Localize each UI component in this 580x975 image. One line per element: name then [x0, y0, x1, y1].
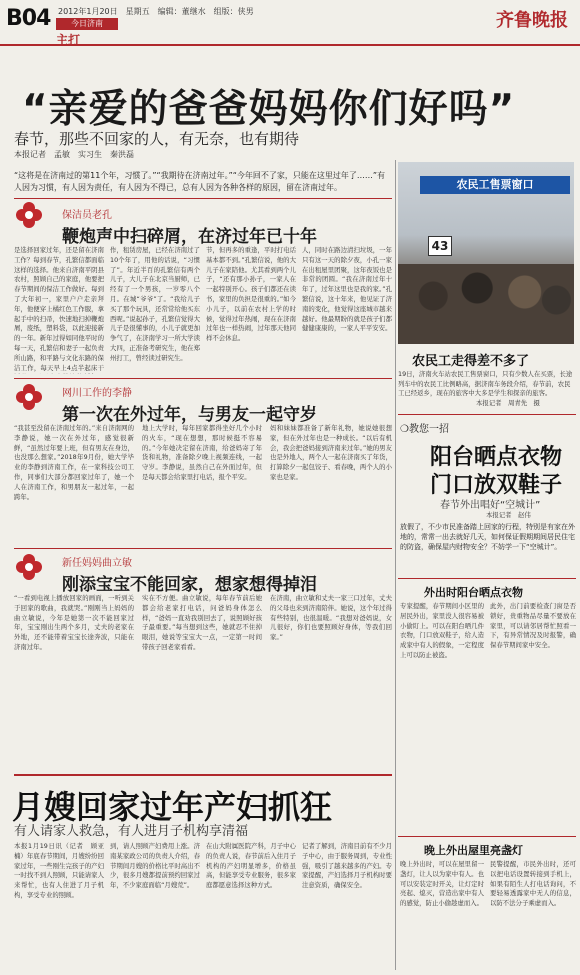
photo-title: 农民工走得差不多了 — [412, 354, 530, 369]
story3-col3: 在济南，曲立敏和丈夫一家三口过年，丈夫的父母也来到济南陪伴。她说，这个年过得有些特别，也很温暖。“我想对爸妈说，女儿很好，你们也要照顾好身体，等我们回家。” — [270, 594, 392, 642]
story2-headline: 第一次在外过年，与男友一起守岁 — [62, 405, 317, 425]
story2-col1: “我甚至没留在济南过年的。”来自济南网的李静说，她一次在外过年，感觉很新鲜，“虽然过年要上班，但有男友在身边，也没那么想家。”2018年9月份，她大学毕业的李静到济南工作，在一家科技公司工作，同事们大部分都回家过年了，她一个人在济南工作，和男朋友一起过年，一起跨年。 — [14, 424, 134, 501]
story1-col2: 作，租赁房屋，已经在济南过了10个年了，用他的话说，“习惯了”。年近半百的孔繁信有两个儿子，大儿子在北京当厨师，已经有了一个男孩，一岁零八个月。在城“爷爷”了。“我给儿子买了那个玩具，还常常给他买东西呢。”说起孙子，孔繁信觉得大儿子是很懂事的，小儿子就更加争气了，在济南学习一所大学读大四，正准备考研究生，他在郑州打工，曾经读过研究生。 — [110, 246, 200, 362]
story3-kicker: 新任妈妈曲立敏 — [62, 558, 132, 569]
tips-section2-col2: 民警提醒，市民外出时，还可以把电话设置转接到手机上，如果有陌生人打电话询问，不要轻易透露家中无人的信息，以防不法分子乘虚而入。 — [490, 860, 576, 908]
crowd-figures — [398, 264, 574, 344]
date-line: 2012年1月20日 星期五 编辑：董继水 组版：侠男 — [58, 7, 254, 16]
story3-headline: 刚添宝宝不能回家，想家想得掉泪 — [62, 575, 317, 595]
divider — [14, 548, 392, 549]
main-lead: “这将是在济南过的第11个年，习惯了。”“我期待在济南过年。”“今年回不了家，只能在这里过年了……”有人因为习惯，有人因为责任，有人因为不得已，总有人因为各种各样的原因，留在济南过年。 — [14, 171, 386, 192]
tips-headline-line2: 门口放双鞋子 — [430, 473, 563, 498]
section-name: 主打 — [56, 33, 81, 47]
story2-col3: 妈和妹妹都准备了新年礼物，她说她很想家，但在外过年也是一种成长。“以后有机会，我会把爸妈接到济南来过年。”她的男友也是外地人，两个人一起在济南买了年货，打算除夕一起包饺子、看春晚，两个人的小家也是家。 — [270, 424, 392, 481]
main-subheadline: 春节，那些不回家的人，有无奈，也有期待 — [14, 130, 300, 148]
flower-icon — [14, 382, 44, 412]
tips-section1-col1: 专家提醒，春节期间小区里的居民外出，家里没人很容易被小偷盯上。可以在阳台晒几件衣物，门口放双鞋子，给人造成家中有人的假象，一定程度上可以防止被盗。 — [400, 602, 484, 659]
divider — [398, 836, 576, 837]
story4-subheadline: 有人请家人救急，有人进月子机构享清福 — [14, 824, 249, 839]
tips-subheadline: 春节外出唱好“空城计” — [440, 500, 541, 511]
main-byline: 本报记者 孟敏 实习生 秦洪磊 — [14, 150, 134, 159]
page-number: B04 — [6, 6, 51, 31]
divider — [14, 378, 392, 379]
story4-col3: 在山大附属医院产科，月子中心的负责人说，春节前后入住月子机构的产妇明显增多，价格虽高，但能享受专业服务，很多家庭都愿意选择这种方式。 — [206, 842, 296, 890]
column-divider — [395, 160, 396, 970]
bullet-icon: ❍ — [400, 424, 409, 435]
tips-kicker — [400, 420, 449, 435]
window-number: 43 — [428, 236, 452, 256]
story1-col1: 是选择回家过年，还是留在济南工作？每到春节，孔繁信都面临这样的选择。他来自济南平阴县农村，照顾自己的家庭，他要把春节期间的保洁工作做好。每到了大年初一，家里户户走亲拜年，他便穿上橘红色工作服，拿起手中的扫帚，快速地扫掉鞭炮屑，废纸，塑料袋，以此迎接新的一年。新年过得如同他平时的每一天，孔繁信和妻子一起负责所山路，和平路与文化东路的保洁工作，每天早上4点半起床干 — [14, 246, 104, 372]
section-tab: 今日济南 — [56, 18, 118, 30]
divider — [398, 414, 576, 415]
flower-icon — [14, 552, 44, 582]
photo-credit: 本报记者 周青先 摄 — [476, 399, 540, 407]
flower-icon — [14, 200, 44, 230]
tips-section2-heading: 晚上外出屋里亮盏灯 — [424, 844, 523, 857]
tips-section1-col2: 此外，出门前要检查门窗是否锁好，贵重物品尽量不要放在家里，可以请邻居帮忙照看一下，有异常情况及时报警，确保春节期间家中安全。 — [490, 602, 576, 650]
tips-lead: 放假了，不少市民准备踏上回家的行程，特别是有家在外地的，常常一出去就好几天，如何保证假期期间居民住宅的防盗，确保屋内财物安全？不妨学一下“空城计”。 — [400, 523, 575, 551]
story3-col2: 实在不方便。曲立敏说，每年春节前后她都会给老家打电话，问爸妈身体怎么样，“爸妈一直劝我别回去了，说照顾好孩子最重要。”每当想到这些，她就忍不住掉眼泪，她说等宝宝大一点，一定第一时间带孩子回老家看看。 — [142, 594, 262, 651]
story4-headline: 月嫂回家过年产妇抓狂 — [12, 788, 333, 826]
story2-kicker: 网川工作的李静 — [62, 388, 132, 399]
ticket-window-sign: 农民工售票窗口 — [420, 176, 570, 194]
photo-caption: 19日，济南火车站农民工售票窗口，只有少数人在买票，长途列车中的农民工比例略高，据济南车务段介绍，春节前，农民工已经返乡，现在的旅客中大多是学生和探亲的旅客。 — [398, 370, 573, 397]
tips-byline: 本报记者 赵伟 — [486, 511, 531, 519]
divider — [14, 774, 392, 776]
story2-col2: 地上大学时，每年回家都得坐好几个小时的火车，“现在想想，那时候挺不容易的。”今年她决定留在济南，给爸妈寄了年货和礼物，准备除夕晚上视频连线，一起守岁。李静说，虽然自己在外面过年，但是每天都会给家里打电话，报个平安。 — [142, 424, 262, 481]
newspaper-logo: 齐鲁晚报 — [496, 10, 568, 31]
story1-col4: 人，同时在路边清扫垃圾，一年只有这一天的除夕夜，小孔一家在出租屋里团聚，这年夜饭也是非常的团圆。“我在济南过年十年了，过年这里也是我的家。”孔繁信说，这十年来，他见证了济南的变化，他觉得这座城市越来越好。他最期盼的就是孩子们都健健康康的，一家人平平安安。 — [302, 246, 392, 333]
story4-col4: 记者了解到，济南目前有不少月子中心，由于服务周到，专业性强，吸引了越来越多的产妇。专家提醒，产妇选择月子机构时要注意资质，确保安全。 — [302, 842, 392, 890]
story4-col2: 到，请人照顾产妇费用上涨。济南某家政公司的负责人介绍，春节期间月嫂的价格比平时高出不少，很多月嫂都提前预约回家过年，不少家庭面临“月嫂荒”。 — [110, 842, 200, 890]
story1-col3: 节，但再多的重逢，平时打电话基本都不到。”孔繁信说，他的大儿子在家陪他。尤其看到两个儿子，“还有那小孙子，一家人在一起特别开心。孩子们都还在读书，家里的负担是很重的。”如今小儿子，以前在农村上学的时候，觉得过年热闹，现在在济南过年也一样热闹，过年那天他同样不会休息。 — [206, 246, 296, 343]
tips-kicker-label: 教您一招 — [408, 424, 449, 435]
tips-section2-col1: 晚上外出时，可以在屋里留一盏灯，让人以为家中有人。也可以安装定时开关，让灯定时亮起、熄灭，营造出家中有人的感觉，防止小偷趁虚而入。 — [400, 860, 484, 908]
divider — [398, 578, 576, 579]
story3-col1: “一看到电视上播放回家的画面，一听到关于回家的歌曲，我就哭。”刚刚当上妈妈的曲立敏说，今年是她第一次不能回家过年，宝宝刚出生两个多月，丈夫的老家在外地，还不能带着宝宝长途奔波，只能在济南过年。 — [14, 594, 134, 651]
story1-kicker: 保洁员老孔 — [62, 210, 112, 221]
story4-col1: 本报1月19日讯（记者 顾亚楠）年底春节期间，月嫂纷纷回家过年，一些刚生完孩子的产妇一时找不到人照顾，只能请家人来帮忙，也有人住进了月子机构，享受专业的照顾。 — [14, 842, 104, 899]
news-photo — [398, 162, 574, 344]
main-headline: “亲爱的爸爸妈妈你们好吗” — [22, 87, 516, 132]
story1-headline: 鞭炮声中扫碎屑，在济过年已十年 — [62, 227, 317, 247]
tips-headline-line1: 阳台晒点衣物 — [430, 445, 563, 470]
tips-section1-heading: 外出时阳台晒点衣物 — [424, 586, 523, 599]
divider — [14, 198, 392, 199]
